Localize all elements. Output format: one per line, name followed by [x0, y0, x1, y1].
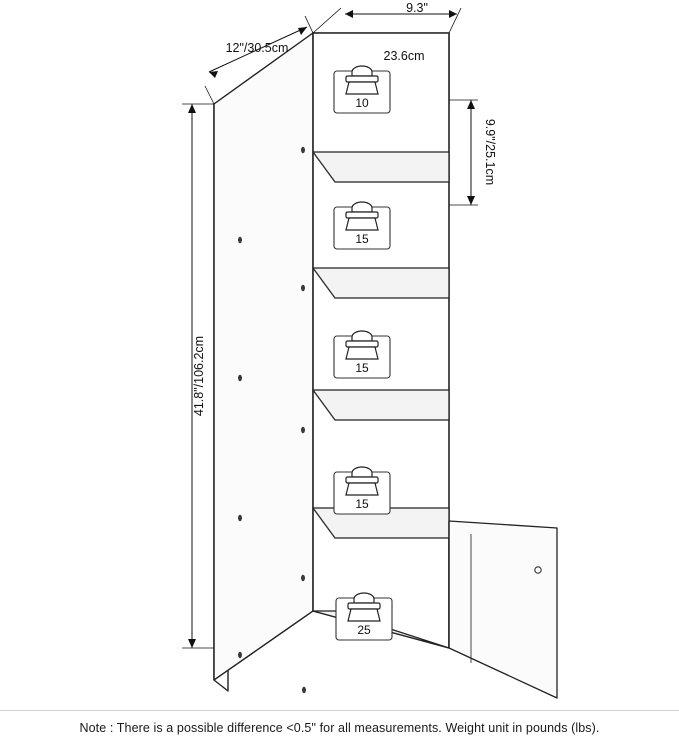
peg-hole [238, 237, 242, 243]
measurement-note: Note : There is a possible difference <0.5" for all measurements. Weight unit in pounds (lbs). [79, 720, 600, 735]
peg-hole [301, 285, 305, 291]
shelf-divider-3 [313, 390, 449, 420]
cabinet-left-side-panel [214, 33, 313, 680]
shelf-divider-2 [313, 268, 449, 298]
dimension-width-cm-label: 23.6cm [383, 49, 425, 63]
weight-value-2: 15 [355, 232, 369, 246]
shelf-divider-1 [313, 152, 449, 182]
weight-icon-shelf-2 [334, 202, 390, 249]
peg-hole [301, 575, 305, 581]
peg-hole [238, 652, 242, 658]
peg-hole [302, 687, 306, 693]
peg-hole [238, 515, 242, 521]
weight-value-3: 15 [355, 361, 369, 375]
weight-icon-shelf-4 [334, 467, 390, 514]
weight-icon-shelf-top [334, 66, 390, 113]
weight-icon-shelf-3 [334, 331, 390, 378]
weight-value-top: 10 [355, 96, 369, 110]
dimension-total-height-label: 41.8"/106.2cm [192, 335, 206, 417]
dimension-total-height [182, 104, 214, 648]
dimension-compartment-height-label: 9.9"/25.1cm [483, 118, 497, 186]
peg-hole [238, 375, 242, 381]
peg-hole [301, 147, 305, 153]
cabinet-door [449, 521, 557, 698]
dimension-compartment-height [449, 100, 497, 205]
peg-hole [301, 427, 305, 433]
dimension-width-inch-label: 9.3" [406, 1, 428, 15]
dimension-depth-label: 12"/30.5cm [225, 41, 289, 55]
weight-value-4: 15 [355, 497, 369, 511]
weight-value-bottom: 25 [357, 623, 371, 637]
weight-icon-shelf-bottom [336, 593, 392, 640]
note-bar [0, 710, 679, 744]
